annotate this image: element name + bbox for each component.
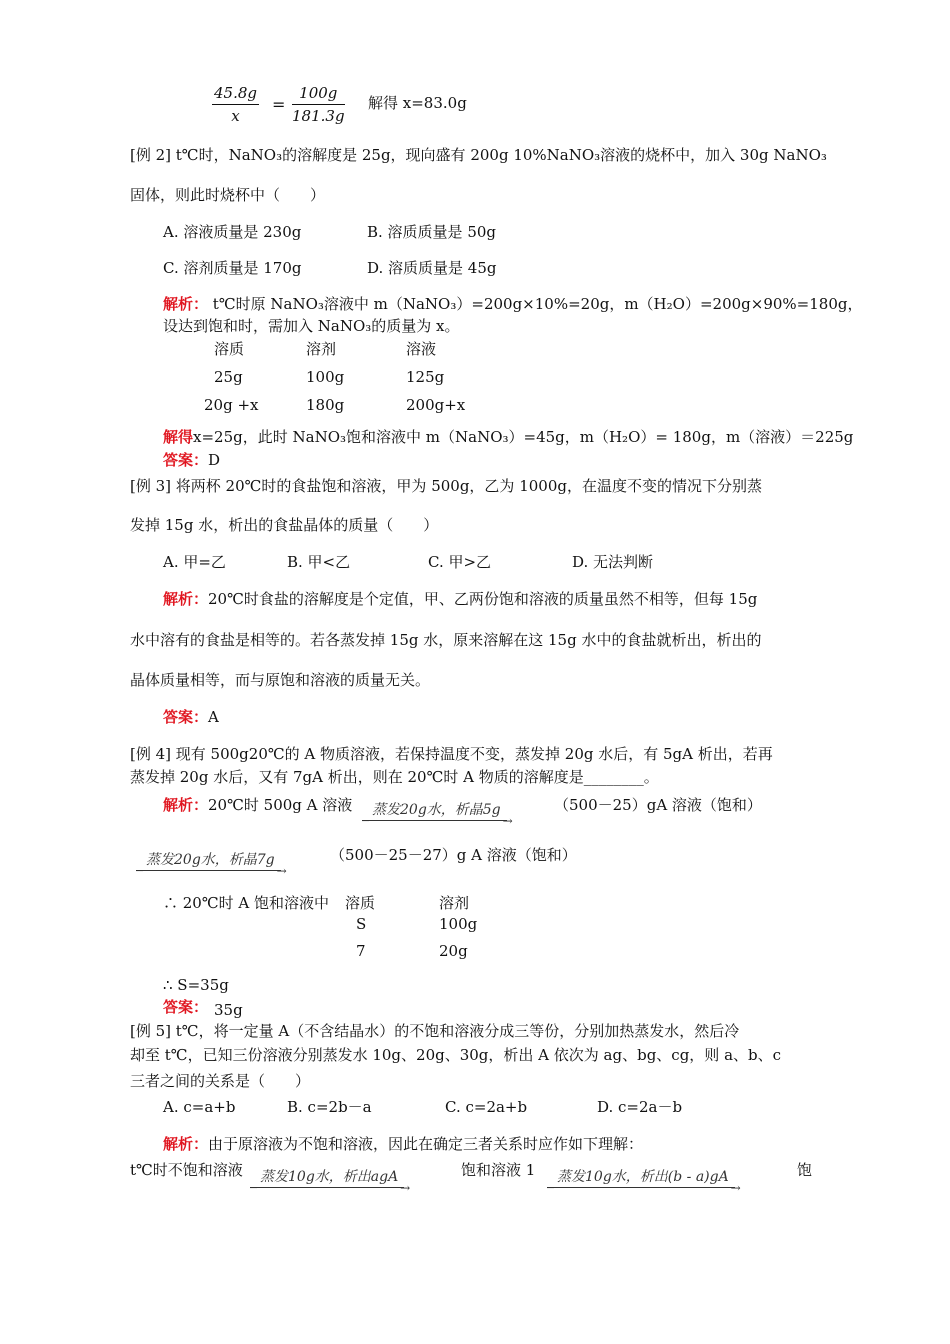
fraction-2 (292, 84, 345, 125)
ex5-option-a: A. c=a+b (163, 1098, 236, 1116)
ex5-option-c: C. c=2a+b (445, 1098, 528, 1116)
ex2-result-label: 解得 (163, 428, 194, 446)
fraction-1-denominator: x (231, 107, 240, 125)
ex2-result-text: x=25g，此时 NaNO₃饱和溶液中 m（NaNO₃）=45g，m（H₂O）= 180g，m（溶液）＝225g (193, 428, 854, 446)
ex4-question-line1: [例 4] 现有 500g20℃的 A 物质溶液，若保持温度不变，蒸发掉 20g 水后，有 5gA 析出，若再 (130, 745, 773, 763)
ex2-table-r1-solute: 25g (214, 368, 243, 386)
arrow-right-icon: → (400, 1181, 411, 1195)
ex2-table-r1-solvent: 100g (306, 368, 345, 386)
ex4-arrow-1-label: 蒸发20g水，析晶5g (362, 799, 507, 821)
ex2-analysis-text: t℃时原 NaNO₃溶液中 m（NaNO₃）=200g×10%=20g，m（H₂O）=200g×90%=180g， (212, 295, 863, 313)
ex2-table-r1-solution: 125g (406, 368, 445, 386)
ex4-therefore-line2: ∴ S=35g (163, 976, 229, 994)
ex4-analysis-row (163, 795, 352, 815)
ex3-option-d: D. 无法判断 (572, 553, 654, 571)
ex4-reaction-arrow-1: _ 蒸发20g水，析晶5g → (362, 799, 507, 821)
ex2-option-c: C. 溶剂质量是 170g (163, 259, 302, 277)
ex4-table-r2-solute: 7 (356, 942, 366, 960)
ex5-analysis-row (163, 1134, 643, 1154)
ex4-table-r2-solvent: 20g (439, 942, 468, 960)
arrow-right-icon: → (502, 814, 513, 828)
ex4-analysis-line1-end: （500－25）gA 溶液（饱和） (554, 796, 762, 814)
ex4-answer-label (163, 997, 208, 1017)
ex2-analysis-label: 解析： (163, 295, 209, 313)
ex2-table-r2-solvent: 180g (306, 396, 345, 414)
ex4-therefore-line1: ∴ 20℃时 A 饱和溶液中 (163, 894, 330, 912)
ex4-question-line2: 蒸发掉 20g 水后，又有 7gA 析出，则在 20℃时 A 物质的溶解度是________。 (130, 768, 659, 786)
ex2-question-line1: [例 2] t℃时，NaNO₃的溶解度是 25g，现向盛有 200g 10%NaNO₃溶液的烧杯中，加入 30g NaNO₃ (130, 146, 827, 164)
ex3-option-a: A. 甲=乙 (163, 553, 226, 571)
ex2-answer-value: D (208, 451, 221, 469)
ex2-option-a: A. 溶液质量是 230g (163, 223, 302, 241)
ex5-question-line1: [例 5] t℃，将一定量 A（不含结晶水）的不饱和溶液分成三等份，分别加热蒸发水，然后冷 (130, 1022, 740, 1040)
ex5-process-end: 饱 (797, 1161, 813, 1179)
equals-sign: = (272, 95, 286, 114)
ex4-analysis-text: 20℃时 500g A 溶液 (208, 796, 353, 814)
ex2-option-d: D. 溶质质量是 45g (367, 259, 497, 277)
ex2-table-r2-solution: 200g+x (406, 396, 466, 414)
ex5-arrow-1-label: 蒸发10g水，析出agA (250, 1166, 404, 1188)
ex3-option-b: B. 甲<乙 (287, 553, 351, 571)
ex4-table-r1-solvent: 100g (439, 915, 478, 933)
ex2-table-header-solute: 溶质 (214, 340, 245, 358)
ex4-table-header-solvent: 溶剂 (439, 894, 470, 912)
ex5-option-d: D. c=2a－b (597, 1098, 683, 1116)
ex3-analysis-row (163, 589, 757, 609)
ex2-answer-label: 答案： (163, 451, 209, 469)
fraction-1 (212, 84, 259, 125)
arrow-right-icon: → (276, 864, 287, 878)
ex3-question-line2: 发掉 15g 水，析出的食盐晶体的质量（ ） (130, 516, 439, 534)
ex4-table-header-solute: 溶质 (345, 894, 376, 912)
ex2-question-line2: 固体，则此时烧杯中（ ） (130, 186, 326, 204)
ex5-process-start: t℃时不饱和溶液 (130, 1161, 243, 1179)
ex5-question-line3: 三者之间的关系是（ ） (130, 1072, 311, 1090)
ex4-answer-value: 35g (214, 1001, 243, 1019)
ex2-table-header-solvent: 溶剂 (306, 340, 337, 358)
fraction-2-numerator: 100g (292, 84, 345, 105)
ex2-option-b: B. 溶质质量是 50g (367, 223, 497, 241)
formula-solve: 解得 x=83.0g (368, 94, 467, 112)
ex5-question-line2: 却至 t℃，已知三份溶液分别蒸发水 10g、20g、30g，析出 A 依次为 ag、bg、cg，则 a、b、c (130, 1046, 782, 1064)
ex3-analysis-line3: 晶体质量相等，而与原饱和溶液的质量无关。 (130, 671, 431, 689)
ex4-reaction-arrow-2: _ 蒸发20g水，析晶7g → (136, 849, 281, 871)
ex5-reaction-arrow-2: _ 蒸发10g水，析出(b - a)gA → (547, 1166, 735, 1188)
ex5-reaction-arrow-1: _ 蒸发10g水，析出agA → (250, 1166, 404, 1188)
arrow-right-icon: → (730, 1181, 741, 1195)
ex2-analysis-line2: 设达到饱和时，需加入 NaNO₃的质量为 x。 (163, 317, 460, 335)
ex5-arrow-2-label: 蒸发10g水，析出(b - a)gA (547, 1166, 735, 1188)
ex3-option-c: C. 甲>乙 (428, 553, 492, 571)
ex2-analysis-row (163, 294, 862, 314)
ex2-table-header-solution: 溶液 (406, 340, 437, 358)
ex4-analysis-line2-end: （500－25－27）g A 溶液（饱和） (330, 846, 577, 864)
ex5-process-mid: 饱和溶液 1 (461, 1161, 536, 1179)
ex2-result-row (163, 427, 853, 447)
ex5-analysis-label: 解析： (163, 1135, 209, 1153)
ex5-option-b: B. c=2b－a (287, 1098, 372, 1116)
ex3-answer-value: A (208, 708, 219, 726)
ex3-analysis-line2: 水中溶有的食盐是相等的。若各蒸发掉 15g 水，原来溶解在这 15g 水中的食盐就析出，析出的 (130, 631, 762, 649)
ex3-analysis-text: 20℃时食盐的溶解度是个定值，甲、乙两份饱和溶液的质量虽然不相等，但每 15g (208, 590, 758, 608)
ex4-answer-label-text: 答案： (163, 998, 209, 1016)
ex2-table-r2-solute: 20g +x (204, 396, 259, 414)
ex3-answer-row (163, 707, 219, 727)
fraction-2-denominator: 181.3g (292, 107, 345, 125)
ex3-analysis-label: 解析： (163, 590, 209, 608)
ex4-analysis-label: 解析： (163, 796, 209, 814)
ex4-arrow-2-label: 蒸发20g水，析晶7g (136, 849, 281, 871)
ex3-question-line1: [例 3] 将两杯 20℃时的食盐饱和溶液，甲为 500g，乙为 1000g，在温度不变的情况下分别蒸 (130, 477, 762, 495)
ex2-answer-row (163, 450, 220, 470)
ex5-analysis-text: 由于原溶液为不饱和溶液，因此在确定三者关系时应作如下理解： (208, 1135, 644, 1153)
ex4-table-r1-solute: S (356, 915, 367, 933)
ex3-answer-label: 答案： (163, 708, 209, 726)
fraction-1-numerator: 45.8g (212, 84, 259, 105)
